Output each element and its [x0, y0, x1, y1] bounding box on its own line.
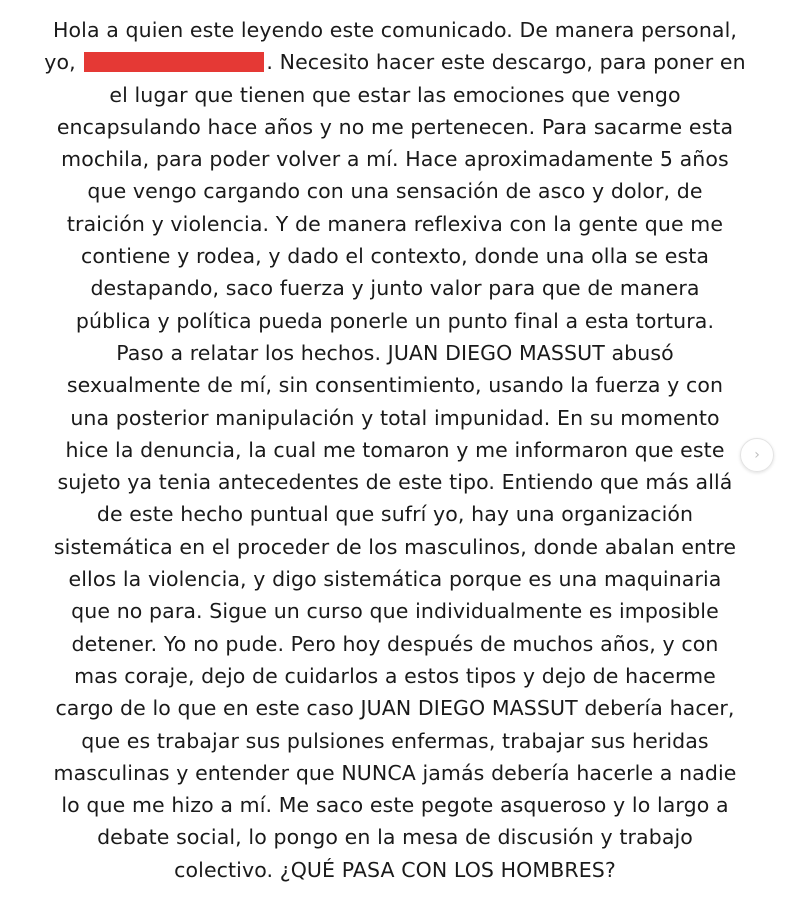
statement-line [10, 46, 780, 78]
statement-line: el lugar que tienen que estar las emociones que vengo [109, 82, 681, 107]
statement-line: que no para. Sigue un curso que individualmente es imposible [71, 599, 719, 624]
statement-line: detener. Yo no pude. Pero hoy después de muchos años, y con [71, 631, 719, 656]
chevron-right-icon: › [754, 447, 760, 463]
statement-line: de este hecho puntual que sufrí yo, hay una organización [96, 502, 694, 527]
statement-line: lo que me hizo a mí. Me saco este pegote asqueroso y lo largo a [61, 793, 729, 818]
statement-fragment: yo, [44, 50, 76, 75]
statement-line: que es trabajar sus pulsiones enfermas, trabajar sus heridas [81, 728, 709, 753]
statement-line: destapando, saco fuerza y junto valor para que de manera [90, 276, 700, 301]
statement-line: sujeto ya tenia antecedentes de este tipo. Entiendo que más allá [57, 470, 733, 495]
statement-line: Paso a relatar los hechos. JUAN DIEGO MASSUT abusó [116, 340, 674, 365]
statement-line: hice la denuncia, la cual me tomaron y me informaron que este [65, 437, 725, 462]
carousel-next-button[interactable] [740, 438, 774, 472]
statement-line: debate social, lo pongo en la mesa de discusión y trabajo [97, 825, 693, 850]
statement-line: encapsulando hace años y no me pertenecen. Para sacarme esta [56, 114, 734, 139]
statement-line: cargo de lo que en este caso JUAN DIEGO MASSUT debería hacer, [55, 696, 735, 721]
statement-line: sistemática en el proceder de los masculinos, donde abalan entre [53, 534, 737, 559]
redacted-name-bar [84, 52, 264, 72]
statement-line: una posterior manipulación y total impunidad. En su momento [70, 405, 720, 430]
statement-line: traición y violencia. Y de manera reflexiva con la gente que me [66, 211, 724, 236]
statement-text [10, 14, 780, 886]
statement-line: masculinas y entender que NUNCA jamás debería hacerle a nadie [53, 760, 737, 785]
statement-line: pública y política pueda ponerle un punto final a esta tortura. [75, 308, 715, 333]
statement-line: colectivo. ¿QUÉ PASA CON LOS HOMBRES? [174, 857, 616, 882]
statement-line: Hola a quien este leyendo este comunicado. De manera personal, [53, 18, 737, 42]
statement-line: contiene y rodea, y dado el contexto, donde una olla se esta [80, 244, 710, 269]
statement-fragment: . Necesito hacer este descargo, para poner en [266, 50, 746, 75]
statement-line: mas coraje, dejo de cuidarlos a estos tipos y dejo de hacerme [74, 663, 716, 688]
statement-line: mochila, para poder volver a mí. Hace aproximadamente 5 años [61, 147, 729, 172]
statement-line: sexualmente de mí, sin consentimiento, usando la fuerza y con [66, 373, 724, 398]
statement-line: que vengo cargando con una sensación de asco y dolor, de [87, 179, 703, 204]
statement-line: ellos la violencia, y digo sistemática porque es una maquinaria [68, 567, 722, 592]
